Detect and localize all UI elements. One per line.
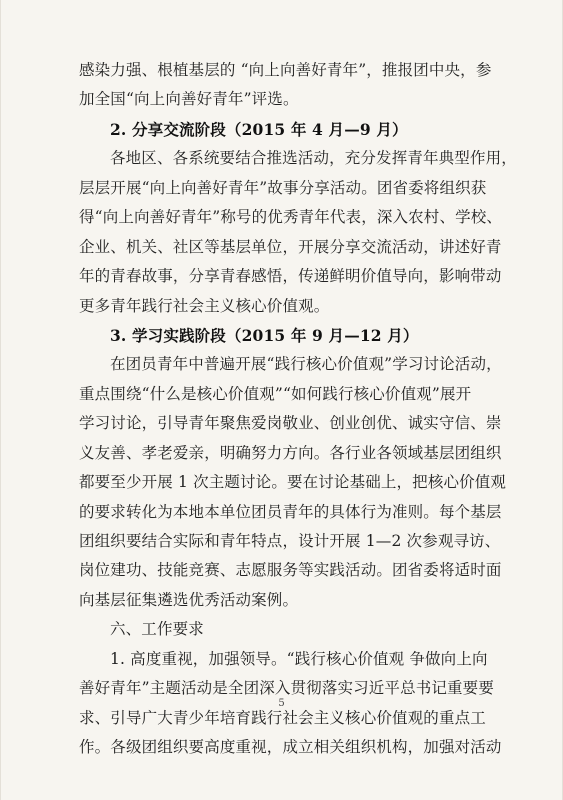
text-line: 求、引导广大青少年培育践行社会主义核心价值观的重点工 [79, 708, 486, 727]
text-line: 感染力强、根植基层的 “向上向善好青年”，推报团中央，参 [79, 61, 492, 79]
text-line: 向基层征集遴选优秀活动案例。 [79, 590, 299, 609]
page-number: 5 [278, 698, 285, 709]
text-line: 都要至少开展 1 次主题讨论。要在讨论基础上，把核心价值观 [79, 473, 507, 492]
text-line: 在团员青年中普遍开展“践行核心价值观”学习讨论活动， [110, 355, 502, 374]
text-line: 各地区、各系统要结合推选活动，充分发挥青年典型作用， [110, 149, 517, 168]
text-line: 1. 高度重视，加强领导。“践行核心价值观 争做向上向 [110, 649, 488, 668]
text-line: 更多青年践行社会主义核心价值观。 [79, 296, 330, 315]
text-line: 重点围绕“什么是核心价值观”“如何践行核心价值观”展开 [79, 384, 472, 403]
text-line: 义友善、孝老爱亲，明确努力方向。各行业各领域基层团组织 [79, 443, 502, 462]
text-line: 的要求转化为本地本单位团员青年的具体行为准则。每个基层 [79, 502, 502, 521]
text-line: 层层开展“向上向善好青年”故事分享活动。团省委将组织获 [79, 178, 487, 197]
text-line: 加全国“向上向善好青年”评选。 [79, 90, 299, 109]
section-heading: 2. 分享交流阶段（2015 年 4 月—9 月） [110, 119, 408, 139]
text-line: 得“向上向善好青年”称号的优秀青年代表，深入农村、学校、 [79, 208, 503, 227]
section-heading: 3. 学习实践阶段（2015 年 9 月—12 月） [110, 325, 419, 345]
text-line: 岗位建功、技能竞赛、志愿服务等实践活动。团省委将适时面 [79, 561, 502, 580]
text-line: 作。各级团组织要高度重视，成立相关组织机构，加强对活动 [79, 738, 502, 757]
text-line: 年的青春故事，分享青春感悟，传递鲜明价值导向，影响带动 [79, 267, 502, 286]
text-line: 善好青年”主题活动是全团深入贯彻落实习近平总书记重要要 [79, 679, 494, 698]
document-body [79, 56, 517, 763]
text-line: 团组织要结合实际和青年特点，设计开展 1—2 次参观寻访、 [79, 532, 501, 550]
text-line: 企业、机关、社区等基层单位，开展分享交流活动，讲述好青 [79, 237, 502, 256]
text-line: 六、工作要求 [110, 620, 204, 639]
text-line: 学习讨论，引导青年聚焦爱岗敬业、创业创优、诚实守信、崇 [79, 414, 502, 433]
